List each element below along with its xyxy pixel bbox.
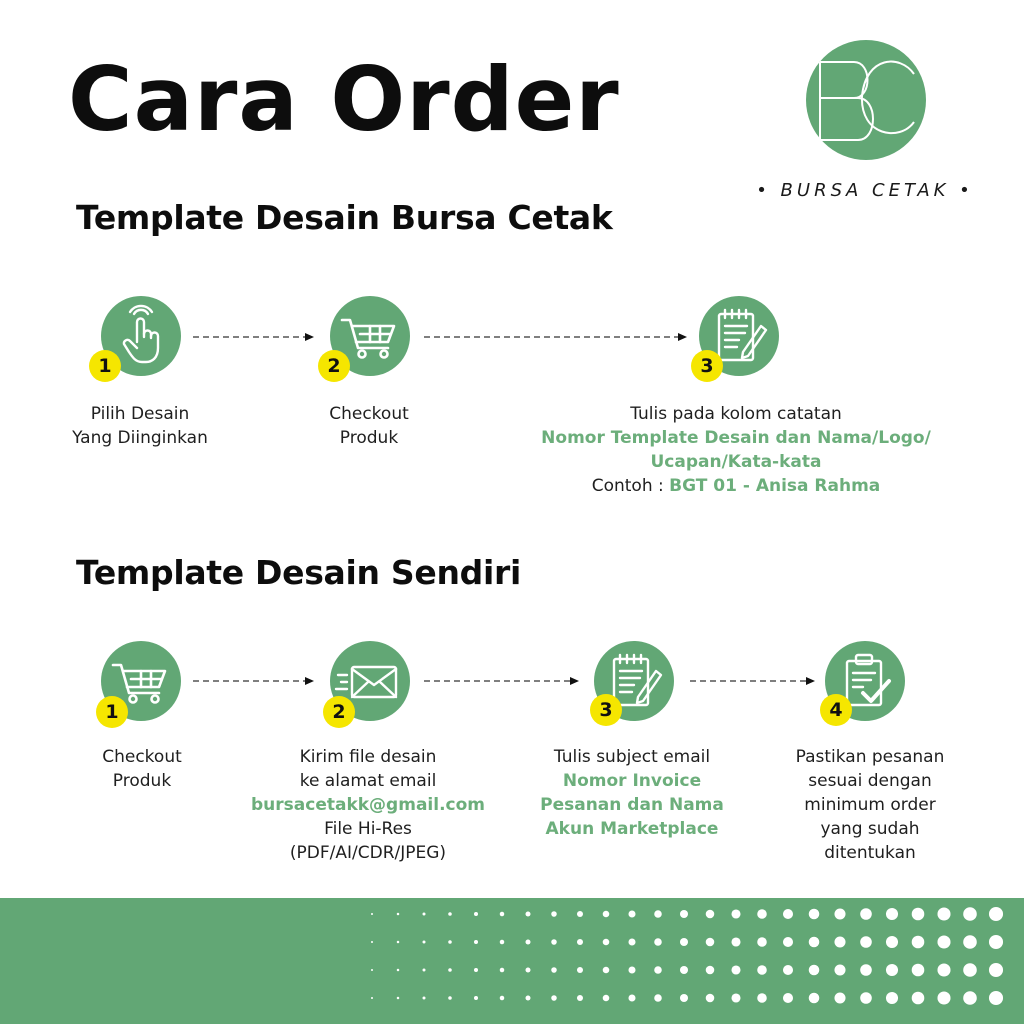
pattern-dot <box>628 994 635 1001</box>
pattern-dot <box>706 938 715 947</box>
pattern-dot <box>937 935 950 948</box>
pattern-dot <box>809 937 820 948</box>
s2-arrow-1 <box>193 676 315 686</box>
pattern-dot <box>628 966 635 973</box>
s1-step2-label <box>269 402 469 450</box>
pattern-dot <box>680 966 688 974</box>
pattern-dot <box>989 991 1003 1005</box>
pattern-dot <box>500 912 505 917</box>
pattern-dot <box>706 910 715 919</box>
pattern-dot <box>757 937 767 947</box>
s2-step1-label <box>62 745 222 793</box>
brand-name: • BURSA CETAK • <box>756 180 974 201</box>
s2-step2-badge: 2 <box>323 696 355 728</box>
label-highlight: Nomor Template Desain dan Nama/Logo/ <box>541 428 931 448</box>
pattern-dot <box>731 937 740 946</box>
pattern-dot <box>423 969 426 972</box>
pattern-dot <box>654 966 662 974</box>
label-line: File Hi-Res <box>324 819 412 839</box>
s2-step2-label <box>238 745 498 865</box>
pattern-dot <box>963 935 977 949</box>
pattern-dot <box>474 968 478 972</box>
section2-heading: Template Desain Sendiri <box>76 553 521 592</box>
pattern-dot <box>912 936 925 949</box>
pattern-dot <box>731 909 740 918</box>
pattern-dot <box>474 940 478 944</box>
pattern-dot <box>551 967 557 973</box>
pattern-dot <box>397 941 400 944</box>
label-line: minimum order <box>804 795 936 815</box>
pattern-dot <box>525 911 530 916</box>
email-address: bursacetakk@gmail.com <box>251 795 485 815</box>
label-highlight: Pesanan dan Nama <box>540 795 724 815</box>
pattern-dot <box>448 996 452 1000</box>
pattern-dot <box>525 967 530 972</box>
label-line: Checkout <box>329 404 409 424</box>
s2-arrow-3 <box>690 676 816 686</box>
pattern-dot <box>937 907 950 920</box>
label-line: sesuai dengan <box>808 771 932 791</box>
pattern-dot <box>371 941 373 943</box>
pattern-dot <box>423 913 426 916</box>
pattern-dot <box>834 908 845 919</box>
pattern-dot <box>706 966 715 975</box>
footer-band <box>0 898 1024 1024</box>
s1-arrow-2 <box>424 332 688 342</box>
label-line: Checkout <box>102 747 182 767</box>
s2-arrow-2 <box>424 676 580 686</box>
pattern-dot <box>423 941 426 944</box>
s1-step1-label <box>40 402 240 450</box>
pattern-dot <box>912 992 925 1005</box>
label-highlight: Nomor Invoice <box>562 771 702 791</box>
s2-step1-badge: 1 <box>96 696 128 728</box>
label-line: Tulis pada kolom catatan <box>630 404 842 424</box>
pattern-dot <box>448 968 452 972</box>
pattern-dot <box>989 907 1003 921</box>
s1-arrow-1 <box>193 332 315 342</box>
pattern-dot <box>500 996 505 1001</box>
s2-step3-badge: 3 <box>590 694 622 726</box>
pattern-dot <box>963 907 977 921</box>
pattern-dot <box>397 997 400 1000</box>
logo-monogram-icon <box>806 40 926 160</box>
pattern-dot <box>860 936 872 948</box>
pattern-dot <box>783 993 793 1003</box>
pattern-dot <box>809 993 820 1004</box>
pattern-dot <box>577 939 583 945</box>
pattern-dot <box>886 992 898 1004</box>
pattern-dot <box>809 909 820 920</box>
label-highlight: Akun Marketplace <box>545 819 719 839</box>
label-line: ke alamat email <box>299 771 437 791</box>
s2-step3-label <box>517 745 747 841</box>
pattern-dot <box>860 908 872 920</box>
label-line: Yang Diinginkan <box>72 428 208 448</box>
pattern-dot <box>525 995 530 1000</box>
pattern-dot <box>731 965 740 974</box>
pattern-dot <box>706 994 715 1003</box>
label-line: ditentukan <box>824 843 916 863</box>
example-value: BGT 01 - Anisa Rahma <box>669 476 881 496</box>
pattern-dot <box>834 936 845 947</box>
pattern-dot <box>371 969 373 971</box>
s2-step4-label <box>770 745 970 865</box>
page-title: Cara Order <box>68 48 620 151</box>
pattern-dot <box>963 991 977 1005</box>
s1-step3-label <box>500 402 972 498</box>
pattern-dot <box>603 995 610 1002</box>
pattern-dot <box>500 940 505 945</box>
pattern-dot <box>680 938 688 946</box>
pattern-dot <box>783 965 793 975</box>
pattern-dot <box>860 992 872 1004</box>
pattern-dot <box>654 938 662 946</box>
pattern-dot <box>371 913 373 915</box>
pattern-dot <box>603 939 610 946</box>
pattern-dot <box>525 939 530 944</box>
pattern-dot <box>757 993 767 1003</box>
dot-pattern <box>0 898 1024 1024</box>
pattern-dot <box>448 940 452 944</box>
label-line: (PDF/AI/CDR/JPEG) <box>289 843 447 863</box>
pattern-dot <box>757 965 767 975</box>
pattern-dot <box>886 908 898 920</box>
brand-logo <box>806 40 926 160</box>
label-line: yang sudah <box>820 819 920 839</box>
pattern-dot <box>500 968 505 973</box>
pattern-dot <box>551 939 557 945</box>
pattern-dot <box>628 938 635 945</box>
pattern-dot <box>834 964 845 975</box>
s1-step3-badge: 3 <box>691 350 723 382</box>
pattern-dot <box>474 996 478 1000</box>
pattern-dot <box>834 992 845 1003</box>
label-line: Pilih Desain <box>90 404 190 424</box>
pattern-dot <box>603 967 610 974</box>
label-line: Kirim file desain <box>299 747 437 767</box>
label-line: Produk <box>112 771 172 791</box>
pattern-dot <box>577 911 583 917</box>
pattern-dot <box>680 910 688 918</box>
pattern-dot <box>937 963 950 976</box>
pattern-dot <box>423 997 426 1000</box>
pattern-dot <box>783 909 793 919</box>
pattern-dot <box>912 908 925 921</box>
s2-step4-badge: 4 <box>820 694 852 726</box>
pattern-dot <box>809 965 820 976</box>
pattern-dot <box>397 969 400 972</box>
pattern-dot <box>474 912 478 916</box>
pattern-dot <box>603 911 610 918</box>
pattern-dot <box>860 964 872 976</box>
pattern-dot <box>680 994 688 1002</box>
pattern-dot <box>551 911 557 917</box>
example-line <box>500 474 972 498</box>
pattern-dot <box>577 995 583 1001</box>
pattern-dot <box>886 936 898 948</box>
pattern-dot <box>654 910 662 918</box>
s1-step2-badge: 2 <box>318 350 350 382</box>
example-prefix: Contoh : <box>591 476 670 496</box>
pattern-dot <box>448 912 452 916</box>
pattern-dot <box>551 995 557 1001</box>
pattern-dot <box>397 913 400 916</box>
pattern-dot <box>937 991 950 1004</box>
pattern-dot <box>371 997 373 999</box>
pattern-dot <box>628 910 635 917</box>
pattern-dot <box>783 937 793 947</box>
label-line: Tulis subject email <box>553 747 711 767</box>
pattern-dot <box>757 909 767 919</box>
pattern-dot <box>886 964 898 976</box>
pattern-dot <box>989 935 1003 949</box>
label-line: Produk <box>339 428 399 448</box>
pattern-dot <box>731 993 740 1002</box>
pattern-dot <box>912 964 925 977</box>
s1-step1-badge: 1 <box>89 350 121 382</box>
pattern-dot <box>654 994 662 1002</box>
pattern-dot <box>963 963 977 977</box>
pattern-dot <box>577 967 583 973</box>
label-highlight: Ucapan/Kata-kata <box>650 452 822 472</box>
label-line: Pastikan pesanan <box>795 747 945 767</box>
section1-heading: Template Desain Bursa Cetak <box>76 198 613 237</box>
pattern-dot <box>989 963 1003 977</box>
